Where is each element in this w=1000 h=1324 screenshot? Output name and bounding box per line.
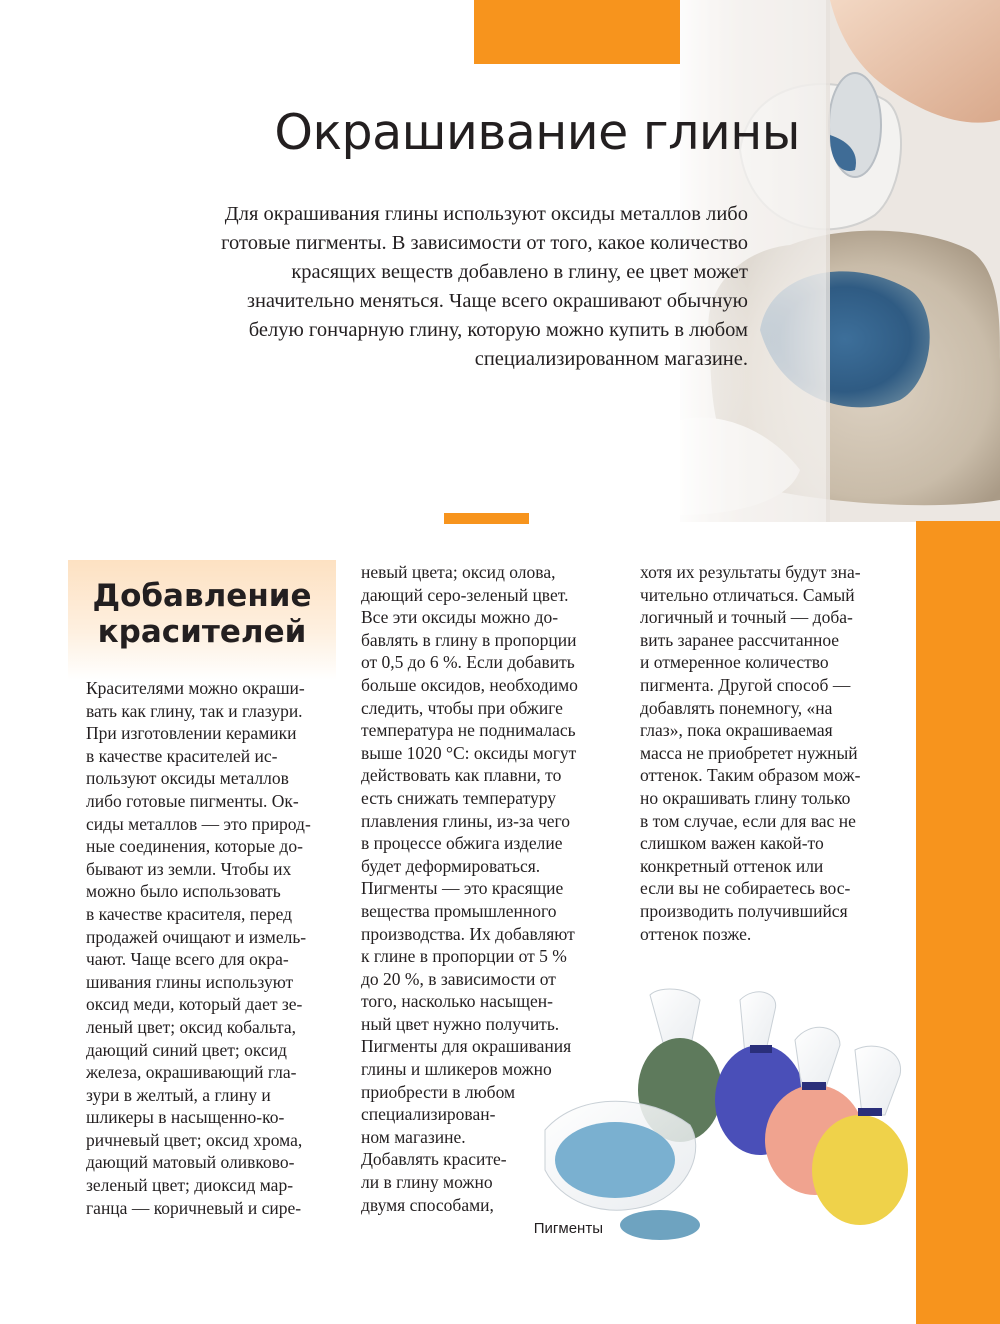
text-line: оксид меди, который дает зе- [86,994,303,1015]
text-line: приобрести в любом [361,1081,516,1102]
text-line: будет деформироваться. [361,855,541,876]
text-line: оттенок позже. [640,923,752,944]
pigment-bags-photo [540,980,920,1248]
text-line: двумя способами, [361,1194,494,1215]
intro-line: красящих веществ добавлено в глину, ее цвет может [291,261,748,283]
text-line: Красителями можно окраши- [86,678,305,698]
text-line: зеленый цвет; диоксид мар- [86,1175,294,1196]
text-line: хотя их результаты будут зна- [640,562,861,582]
text-line: действовать как плавни, то [361,765,562,786]
text-line: вещества промышленного [361,900,557,921]
text-line: леный цвет; оксид кобальта, [86,1016,297,1037]
text-line: есть снижать температуру [361,787,557,808]
photo-caption: Пигменты [533,1220,603,1237]
text-line: вать как глину, так и глазури. [86,700,303,721]
text-line: до 20 %, в зависимости от [361,968,556,989]
text-column-1 [86,677,356,1219]
text-line: чительно отличаться. Самый [640,584,855,605]
text-line: глаз», пока окрашиваемая [640,720,833,741]
text-line: ные соединения, которые до- [86,836,303,857]
text-line: в качестве красителей ис- [86,745,278,766]
text-line: логичный и точный — доба- [640,607,853,628]
section-subtitle [68,578,336,650]
text-line: железа, окрашивающий гла- [86,1062,297,1083]
text-line: того, насколько насыщен- [361,991,553,1012]
text-line: продажей очищают и измель- [86,926,307,947]
text-line: оттенок. Таким образом мож- [640,765,861,786]
text-line: производить получившийся [640,900,848,921]
text-line: слишком важен какой-то [640,833,824,854]
orange-divider [444,513,529,524]
text-line: производства. Их добавляют [361,923,575,944]
text-line: можно было использовать [86,881,281,902]
text-line: если вы не собираетесь вос- [640,878,851,899]
text-line: ричневый цвет; оксид хрома, [86,1129,303,1150]
text-line: вить заранее рассчитанное [640,629,840,650]
text-line: к глине в пропорции от 5 % [361,946,567,967]
text-line: специализирован- [361,1104,496,1125]
intro-paragraph [100,200,748,374]
text-line: Добавлять красите- [361,1149,507,1170]
text-line: дающий матовый оливково- [86,1152,295,1173]
text-line: ный цвет нужно получить. [361,1013,560,1034]
intro-line: Для окрашивания глины используют оксиды металлов либо [224,203,748,225]
text-line: следить, чтобы при обжиге [361,697,563,718]
text-line: сиды металлов — это природ- [86,813,311,834]
text-line: ли в глину можно [361,1172,493,1193]
text-line: больше оксидов, необходимо [361,674,578,695]
text-line: ганца — коричневый и сире- [86,1197,302,1218]
text-line: масса не приобретет нужный [640,742,858,763]
text-line: пигмента. Другой способ — [640,674,851,695]
text-line: бывают из земли. Чтобы их [86,858,292,879]
orange-accent-bar-right [916,521,1000,1324]
text-line: зури в желтый, а глину и [86,1084,271,1105]
text-line: либо готовые пигменты. Ок- [86,790,299,811]
text-line: шивания глины используют [86,971,294,992]
text-line: и отмеренное количество [640,652,829,673]
subtitle-line: Добавление [92,578,312,614]
text-line: дающий синий цвет; оксид [86,1039,287,1060]
subtitle-line: красителей [97,614,307,650]
text-line: невый цвета; оксид олова, [361,562,556,582]
intro-line: белую гончарную глину, которую можно купить в любом [248,319,748,341]
text-line: дающий серо-зеленый цвет. [361,584,569,605]
text-line: Все эти оксиды можно до- [361,607,559,628]
text-line: глины и шликеров можно [361,1059,552,1080]
intro-line: значительно меняться. Чаще всего окрашивают обычную [246,290,748,312]
text-line: в качестве красителя, перед [86,903,293,924]
text-line: Пигменты — это красящие [361,878,564,899]
text-line: чают. Чаще всего для окра- [86,949,289,970]
text-line: бавлять в глину в пропорции [361,629,577,650]
text-line: пользуют оксиды металлов [86,768,289,789]
text-line: температура не поднималась [361,720,576,741]
text-line: но окрашивать глину только [640,787,851,808]
text-line: добавлять понемногу, «на [640,697,833,718]
text-line: конкретный оттенок или [640,855,824,876]
text-line: выше 1020 °С: оксиды могут [361,742,577,763]
text-line: При изготовлении керамики [86,723,297,744]
intro-line: специализированном магазине. [474,348,748,370]
text-column-3 [640,561,900,945]
text-line: шликеры в насыщенно-ко- [86,1107,285,1128]
text-line: плавления глины, из-за чего [361,810,571,831]
text-line: в том случае, если для вас не [640,810,856,831]
text-line: ном магазине. [361,1126,466,1147]
page-title: Окрашивание глины [274,104,800,161]
intro-line: готовые пигменты. В зависимости от того, какое количество [221,232,748,254]
text-line: от 0,5 до 6 %. Если добавить [361,652,575,673]
text-line: Пигменты для окрашивания [361,1036,572,1057]
text-line: в процессе обжига изделие [361,833,563,854]
